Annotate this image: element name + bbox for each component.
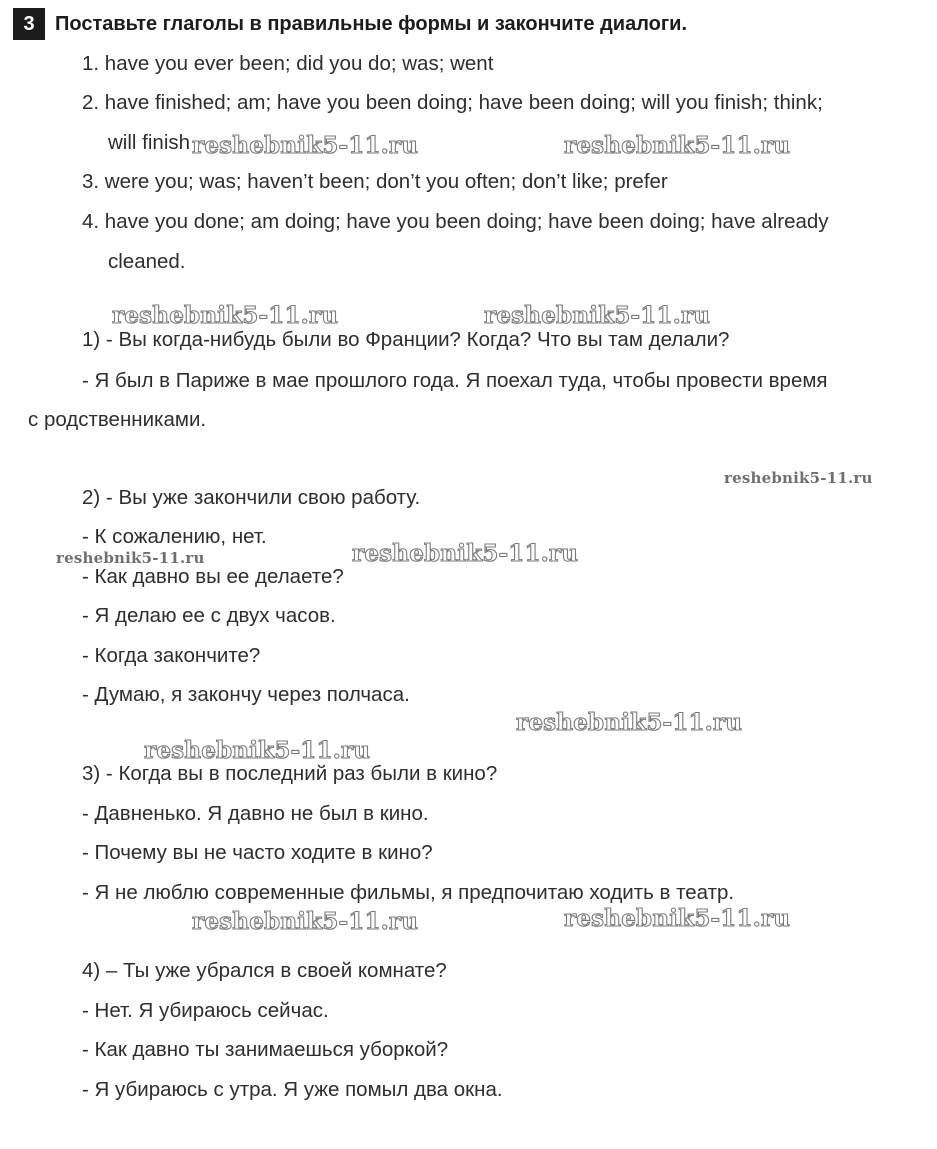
watermark: reshebnik5-11.ru xyxy=(192,908,419,935)
task-number-badge: 3 xyxy=(13,8,45,40)
answer-line: 3. were you; was; haven’t been; don’t you often; don’t like; prefer xyxy=(82,170,668,193)
answer-line: 2. have finished; am; have you been doing; have been doing; will you finish; think; xyxy=(82,91,823,114)
task-title: Поставьте глаголы в правильные формы и закончите диалоги. xyxy=(55,12,688,35)
task-header xyxy=(13,8,687,40)
dialogue-line: - Я убираюсь с утра. Я уже помыл два окна. xyxy=(82,1078,503,1101)
watermark: reshebnik5-11.ru xyxy=(56,549,205,567)
dialogue-line: с родственниками. xyxy=(28,408,207,431)
watermark: reshebnik5-11.ru xyxy=(564,905,791,932)
watermark: reshebnik5-11.ru xyxy=(144,737,371,764)
answer-line: 4. have you done; am doing; have you been doing; have been doing; have already xyxy=(82,210,829,233)
dialogue-line: 2) - Вы уже закончили свою работу. xyxy=(82,486,421,509)
watermark: reshebnik5-11.ru xyxy=(564,132,791,159)
dialogue-line: - Как давно ты занимаешься уборкой? xyxy=(82,1038,449,1061)
dialogue-line: - Почему вы не часто ходите в кино? xyxy=(82,841,433,864)
answer-line: cleaned. xyxy=(108,250,186,273)
dialogue-line: - Я был в Париже в мае прошлого года. Я поехал туда, чтобы провести время xyxy=(82,369,828,392)
dialogue-line: 4) – Ты уже убрался в своей комнате? xyxy=(82,959,447,982)
dialogue-line: - Нет. Я убираюсь сейчас. xyxy=(82,999,329,1022)
dialogue-line: - Как давно вы ее делаете? xyxy=(82,565,344,588)
watermark: reshebnik5-11.ru xyxy=(484,302,711,329)
watermark: reshebnik5-11.ru xyxy=(192,132,419,159)
dialogue-line: 1) - Вы когда-нибудь были во Франции? Когда? Что вы там делали? xyxy=(82,328,730,351)
dialogue-line: - Я не люблю современные фильмы, я предпочитаю ходить в театр. xyxy=(82,881,735,904)
watermark: reshebnik5-11.ru xyxy=(516,709,743,736)
dialogue-line: - Я делаю ее с двух часов. xyxy=(82,604,336,627)
dialogue-line: - Давненько. Я давно не был в кино. xyxy=(82,802,429,825)
dialogue-line: - Когда закончите? xyxy=(82,644,261,667)
watermark: reshebnik5-11.ru xyxy=(724,469,873,487)
answer-line: 1. have you ever been; did you do; was; went xyxy=(82,52,494,75)
dialogue-line: 3) - Когда вы в последний раз были в кино? xyxy=(82,762,498,785)
watermark: reshebnik5-11.ru xyxy=(112,302,339,329)
watermark: reshebnik5-11.ru xyxy=(352,540,579,567)
dialogue-line: - К сожалению, нет. xyxy=(82,525,267,548)
answer-line: will finish xyxy=(108,131,191,154)
dialogue-line: - Думаю, я закончу через полчаса. xyxy=(82,683,410,706)
